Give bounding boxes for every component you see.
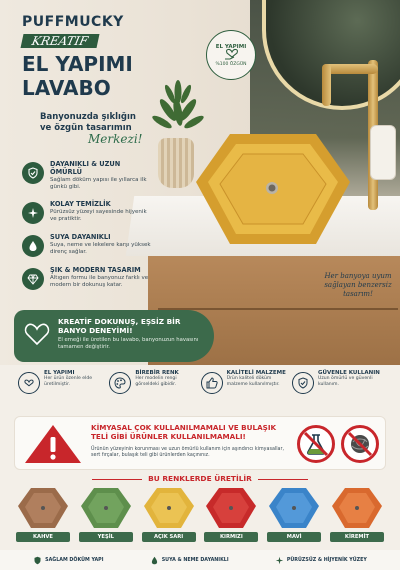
tagline: Banyonuzda şıklığın ve özgün tasarımın	[40, 112, 136, 133]
footer-item: PÜRÜZSÜZ & HİJYENİK YÜZEY	[275, 556, 367, 565]
brand-name: PUFFMUCKY	[22, 14, 124, 30]
color-swatch-yesil: YEŞİL	[77, 486, 135, 546]
water-drop-icon	[150, 556, 159, 565]
hexagon-sink-icon	[142, 486, 196, 530]
shield-icon	[33, 556, 42, 565]
warning-text: Ürünün yüzeyinin korunması ve uzun ömürlü kullanım için aşındırıcı kimyasallar, sert fırçalar, bulaşık teli gibi ürünlerden kaçınınız.	[91, 447, 284, 459]
color-swatch-kahve: KAHVE	[14, 486, 72, 546]
feature-item: SUYA DAYANIKLI Suya, neme ve lekelere karşı yüksek direnç sağlar.	[22, 233, 152, 257]
banner-title: KREATİF DOKUNUŞ, EŞSİZ BİR BANYO DENEYİMİ!	[58, 317, 181, 335]
hexagon-sink-icon	[16, 486, 70, 530]
hand-heart-icon	[224, 47, 240, 61]
script-note: Her banyoya uyum sağlayan benzersiz tasarım!	[324, 272, 392, 298]
color-swatch-kiremit: KİREMİT	[328, 486, 386, 546]
hexagon-sink	[188, 132, 353, 252]
soap-dispenser	[370, 125, 396, 180]
benefit-badges	[0, 370, 400, 414]
color-swatch-mavi: MAVİ	[265, 486, 323, 546]
heart-icon	[24, 322, 50, 346]
palette-icon	[109, 372, 131, 394]
colors-heading: BU RENKLERDE ÜRETİLİR	[0, 474, 400, 483]
feature-item: DAYANIKLI & UZUN ÖMÜRLÜ Sağlam döküm yapısı ile yıllarca ilk günkü gibi.	[22, 160, 152, 191]
no-chemicals-icon	[297, 425, 335, 463]
color-options	[14, 486, 386, 546]
footer-item: SUYA & NEME DAYANIKLI	[150, 556, 229, 565]
color-swatch-acik-sari: AÇIK SARI	[140, 486, 198, 546]
shield-check-icon	[22, 162, 44, 184]
brand-sub: KREATIF	[21, 34, 100, 48]
color-swatch-kirmizi: KIRMIZI	[202, 486, 260, 546]
badge-item: BİREBİR RENK Her modelin rengi görseldeki gibidir.	[109, 370, 199, 414]
hexagon-sink-icon	[79, 486, 133, 530]
feature-item: ŞIK & MODERN TASARIM Altıgen formu ile banyonuz farklı ve modern bir dokunuş katar.	[22, 266, 152, 290]
brand-logo	[22, 14, 152, 49]
feature-item: KOLAY TEMİZLİK Pürüzsüz yüzeyi sayesinde hijyenik ve pratiktir.	[22, 200, 152, 224]
hexagon-sink-icon	[204, 486, 258, 530]
feature-list	[22, 160, 152, 299]
page-title: EL YAPIMI LAVABO	[22, 52, 133, 100]
hexagon-sink-icon	[330, 486, 384, 530]
hexagon-sink-icon	[267, 486, 321, 530]
tagline-accent: Merkezi!	[88, 132, 143, 146]
diamond-icon	[22, 268, 44, 290]
shield-check-icon	[292, 372, 314, 394]
promo-banner	[14, 310, 214, 362]
handmade-badge: EL YAPIMI %100 ÖZGÜN	[206, 30, 256, 80]
hand-heart-icon	[18, 372, 40, 394]
no-scrubber-icon	[341, 425, 379, 463]
badge-item: GÜVENLE KULLANIN Uzun ömürlü ve güvenli kullanım.	[292, 370, 382, 414]
sparkle-icon	[275, 556, 284, 565]
thumbs-up-icon	[201, 372, 223, 394]
water-drop-icon	[22, 235, 44, 257]
warning-box	[14, 416, 386, 470]
banner-text: El emeği ile üretilen bu lavabo, banyonuzun havasını tamamen değiştirir.	[58, 337, 199, 350]
badge-item: EL YAPIMI Her ürün özenle elde üretilmiştir.	[18, 370, 108, 414]
footer-item: SAĞLAM DÖKÜM YAPI	[33, 556, 103, 565]
warning-icon	[23, 423, 83, 465]
warning-title: KİMYASAL ÇOK KULLANILMAMALI VE BULAŞIK TELİ GİBİ ÜRÜNLER KULLANILMAMALI!	[91, 423, 277, 441]
sparkle-icon	[22, 202, 44, 224]
badge-item: KALİTELİ MALZEME Ürün kaliteli döküm malzeme kullanılmıştır.	[201, 370, 291, 414]
footer-features	[0, 550, 400, 570]
